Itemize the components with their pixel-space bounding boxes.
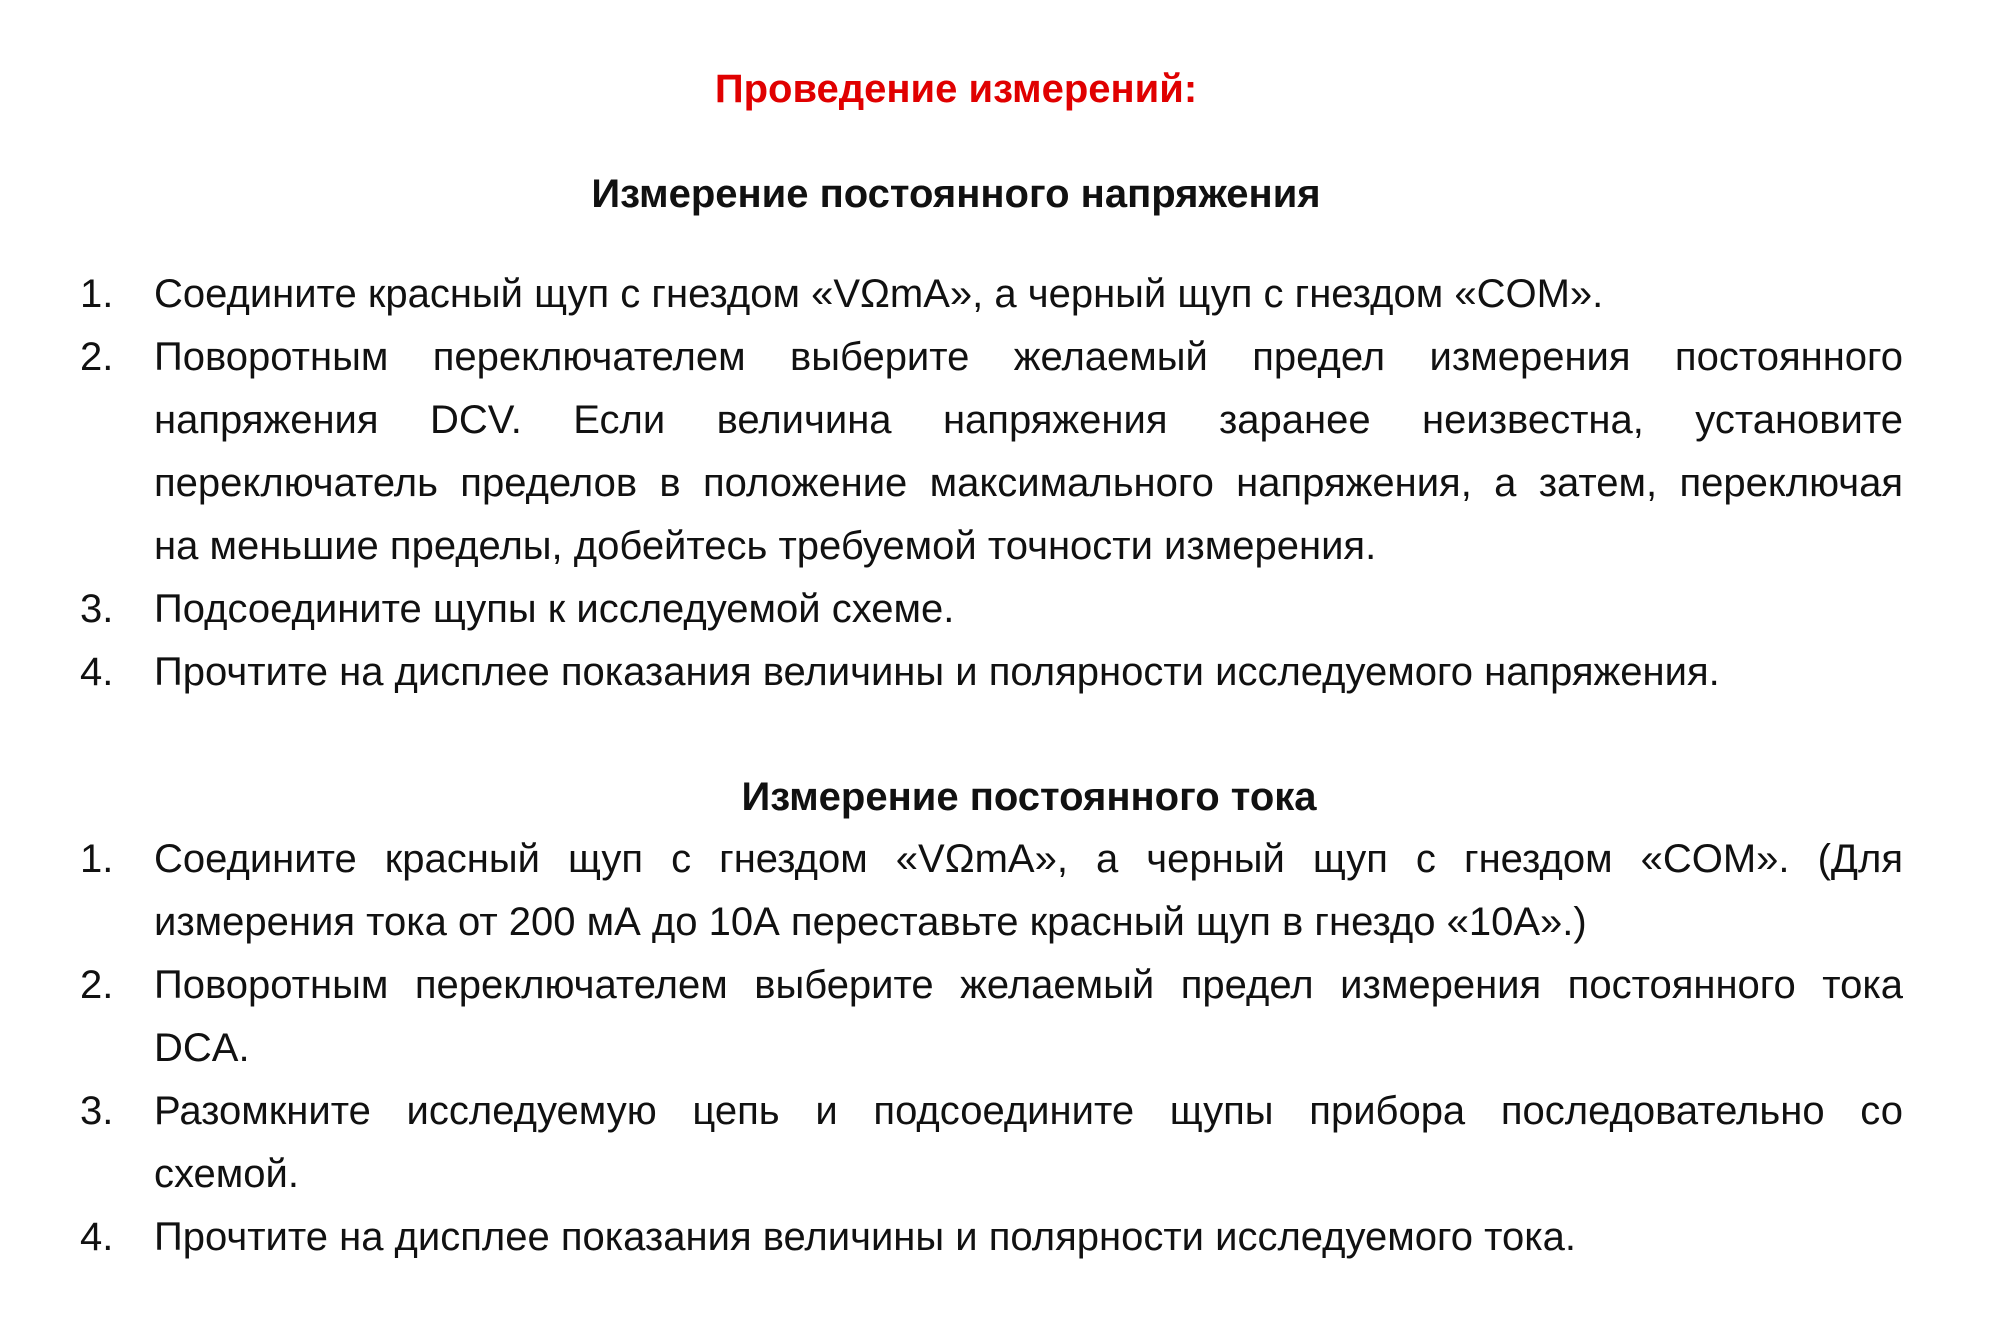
section-heading: Измерение постоянного тока xyxy=(741,775,1317,819)
item-number: 3. xyxy=(80,1089,114,1133)
item-number: 2. xyxy=(80,963,114,1007)
item-number: 4. xyxy=(80,1215,114,1259)
list-item xyxy=(80,326,1903,578)
instruction-list xyxy=(80,828,1903,1269)
list-item xyxy=(80,828,1903,954)
item-text-line: DCA. xyxy=(154,1026,250,1070)
section-heading: Измерение постоянного напряжения xyxy=(591,172,1321,216)
item-text xyxy=(154,954,1903,1080)
item-text-line: Поворотным переключателем выберите желаемый предел измерения постоянного xyxy=(154,335,1903,379)
instruction-list xyxy=(80,263,1903,704)
list-item xyxy=(80,1206,1903,1269)
item-text xyxy=(154,263,1903,326)
item-text-line: Соедините красный щуп с гнездом «VΩmA», а черный щуп с гнездом «COM». (Для xyxy=(154,837,1903,881)
item-text-line: Соедините красный щуп с гнездом «VΩmA», а черный щуп с гнездом «COM». xyxy=(154,272,1604,316)
item-text-line: на меньшие пределы, добейтесь требуемой точности измерения. xyxy=(154,524,1377,568)
list-item xyxy=(80,954,1903,1080)
item-text-line: напряжения DCV. Если величина напряжения заранее неизвестна, установите xyxy=(154,398,1903,442)
item-number: 4. xyxy=(80,650,114,694)
item-text-line: Разомкните исследуемую цепь и подсоедините щупы прибора последовательно со xyxy=(154,1089,1903,1133)
list-item xyxy=(80,641,1903,704)
list-item xyxy=(80,1080,1903,1206)
item-text-line: Поворотным переключателем выберите желаемый предел измерения постоянного тока xyxy=(154,963,1903,1007)
item-text-line: Прочтите на дисплее показания величины и полярности исследуемого тока. xyxy=(154,1215,1576,1259)
item-number: 3. xyxy=(80,587,114,631)
item-text xyxy=(154,326,1903,578)
list-item xyxy=(80,578,1903,641)
item-text xyxy=(154,828,1903,954)
page-title: Проведение измерений: xyxy=(714,67,1198,111)
item-text-line: переключатель пределов в положение максимального напряжения, а затем, переключая xyxy=(154,461,1903,505)
list-item xyxy=(80,263,1903,326)
item-text xyxy=(154,641,1903,704)
item-number: 1. xyxy=(80,272,114,316)
item-text-line: Подсоедините щупы к исследуемой схеме. xyxy=(154,587,955,631)
item-text xyxy=(154,1080,1903,1206)
item-number: 2. xyxy=(80,335,114,379)
item-text xyxy=(154,578,1903,641)
item-number: 1. xyxy=(80,837,114,881)
item-text xyxy=(154,1206,1903,1269)
item-text-line: измерения тока от 200 мА до 10А переставьте красный щуп в гнездо «10А».) xyxy=(154,900,1587,944)
item-text-line: схемой. xyxy=(154,1152,299,1196)
item-text-line: Прочтите на дисплее показания величины и полярности исследуемого напряжения. xyxy=(154,650,1720,694)
